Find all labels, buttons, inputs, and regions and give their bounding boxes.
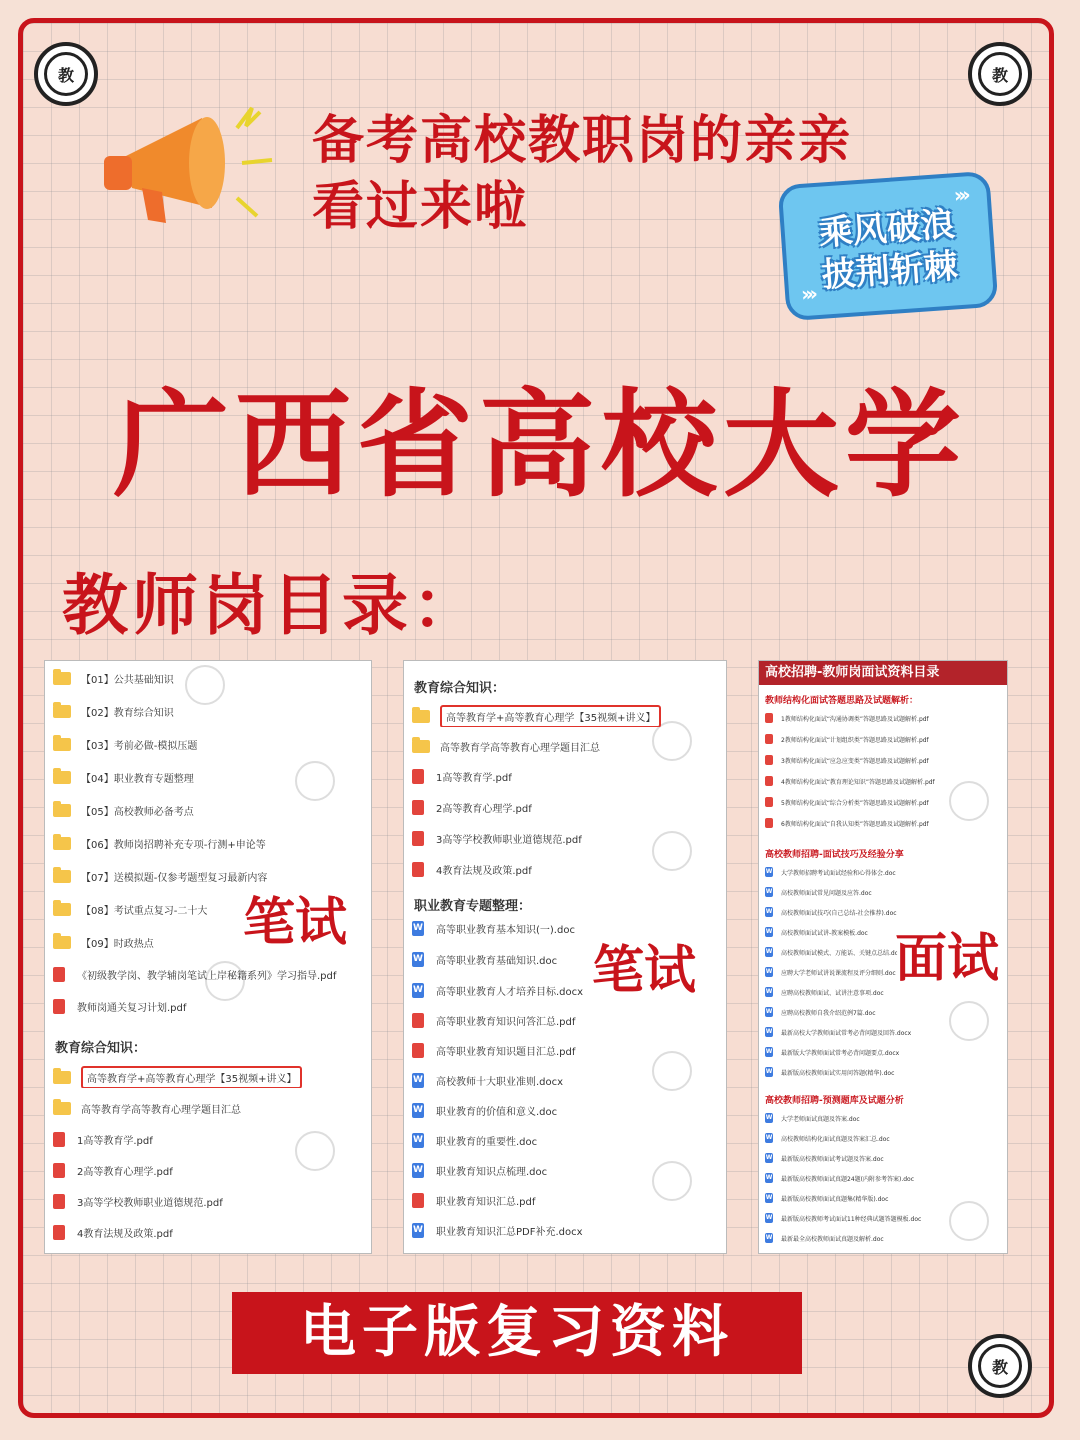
written-exam-stamp: 笔试 — [592, 941, 697, 1001]
word-item[interactable]: W 高等职业教育基本知识(一).doc — [413, 922, 575, 936]
pdf-item[interactable]: 5教师结构化面试“综合分析类”答题思路及试题解析.pdf — [765, 795, 1001, 809]
folder-item[interactable]: 高等教育学+高等教育心理学【35视频+讲义】 — [53, 1066, 365, 1088]
word-item[interactable]: W 最新版高校教师面试真题24题(内附参考答案).doc — [765, 1174, 915, 1183]
pdf-icon — [53, 1194, 65, 1209]
word-item[interactable]: W 高校教师面试模式、万能话、关键点总结.doc — [765, 948, 902, 957]
pdf-icon — [53, 1225, 65, 1240]
folder-item[interactable]: 【05】高校教师必备考点 — [53, 799, 365, 821]
pdf-item[interactable]: 高等职业教育知识问答汇总.pdf — [412, 1009, 720, 1031]
badge-line2: 披荆斩棘 — [820, 246, 959, 296]
pdf-item[interactable]: 3高等学校教师职业道德规范.pdf — [53, 1190, 365, 1212]
word-item[interactable]: W 大学教师招聘考试面试经验和心得体会.doc — [765, 868, 896, 877]
word-item[interactable]: W 高校教师十大职业准则.docx — [413, 1074, 564, 1088]
folder-item[interactable]: 【06】教师岗招聘补充专项-行测+申论等 — [53, 832, 365, 854]
pdf-item[interactable]: 6教师结构化面试“自我认知类”答题思路及试题解析.pdf — [765, 816, 1001, 830]
folder-item[interactable]: 高等教育学高等教育心理学题目汇总 — [53, 1097, 365, 1119]
arrows-icon: ››› — [800, 281, 815, 307]
folder-icon — [53, 672, 71, 685]
word-doc-icon: W — [412, 1103, 424, 1118]
folder-icon — [53, 870, 71, 883]
pdf-item[interactable]: 4教师结构化面试“教育理论知识”答题思路及试题解析.pdf — [765, 774, 1001, 788]
word-doc-icon: W — [765, 988, 773, 995]
word-doc-icon: W — [412, 921, 424, 936]
pdf-icon — [412, 862, 424, 877]
word-doc-icon: W — [765, 1174, 773, 1181]
folder-item[interactable]: 高等教育学高等教育心理学题目汇总 — [412, 735, 720, 757]
word-item[interactable]: W 最新版高校教师考试面试11种经典试题答题模板.doc — [765, 1214, 922, 1223]
pdf-icon — [765, 776, 773, 786]
pdf-item[interactable]: 4教育法规及政策.pdf — [412, 858, 720, 880]
pdf-icon — [765, 734, 773, 744]
section-heading: 教育综合知识： — [55, 1041, 147, 1056]
headline — [312, 108, 852, 240]
folder-icon — [53, 1102, 71, 1115]
word-item[interactable]: W 最新版大学教师面试常考必背问题要点.docx — [765, 1048, 900, 1057]
section-heading: 高校教师招聘-面试技巧及经验分享 — [765, 850, 904, 860]
folder-icon — [412, 740, 430, 753]
pdf-icon — [412, 1043, 424, 1058]
word-item[interactable]: W 职业教育的价值和意义.doc — [413, 1104, 558, 1118]
word-item[interactable]: W 职业教育的重要性.doc — [413, 1134, 538, 1148]
pdf-icon — [412, 800, 424, 815]
arrows-icon: ››› — [953, 182, 968, 208]
pdf-item[interactable]: 2高等教育心理学.pdf — [412, 796, 720, 818]
folder-item[interactable]: 【07】送模拟题-仅参考题型复习最新内容 — [53, 865, 365, 887]
interview-stamp: 面试 — [895, 929, 1000, 989]
word-item[interactable]: W 最新版高校教师面试实用问答题(精华).doc — [765, 1068, 895, 1077]
badge-line1: 乘风破浪 — [817, 204, 957, 254]
word-doc-icon: W — [765, 1214, 773, 1221]
corner-seal-icon: 教 — [968, 42, 1032, 106]
headline-line1: 备考高校教职岗的亲亲 — [312, 111, 853, 171]
corner-seal-icon: 教 — [968, 1334, 1032, 1398]
pdf-icon — [765, 713, 773, 723]
pdf-item[interactable]: 《初级教学岗、教学辅岗笔试上岸秘籍系列》学习指导.pdf — [53, 963, 365, 985]
pdf-item[interactable]: 教师岗通关复习计划.pdf — [53, 995, 365, 1017]
word-doc-icon: W — [765, 1154, 773, 1161]
written-exam-stamp: 笔试 — [243, 893, 348, 953]
section-heading: 高校教师招聘-预测题库及试题分析 — [765, 1096, 904, 1106]
pdf-item[interactable]: 2高等教育心理学.pdf — [53, 1159, 365, 1181]
pdf-icon — [53, 1132, 65, 1147]
word-item[interactable]: W 大学老师面试真题及答案.doc — [765, 1114, 860, 1123]
pdf-icon — [53, 967, 65, 982]
headline-line2: 看过来啦 — [312, 177, 529, 237]
panel-title: 高校招聘-教师岗面试资料目录 — [759, 661, 1007, 685]
folder-item[interactable]: 【09】时政热点 — [53, 931, 365, 953]
pdf-icon — [412, 1013, 424, 1028]
word-item[interactable]: W 应聘高校教师自我介绍范例7篇.doc — [765, 1008, 876, 1017]
word-doc-icon: W — [765, 1048, 773, 1055]
folder-item[interactable]: 【04】职业教育专题整理 — [53, 766, 365, 788]
folder-icon — [53, 738, 71, 751]
megaphone-icon — [92, 88, 292, 238]
pdf-item[interactable]: 1教师结构化面试“沟通协调类”答题思路及试题解析.pdf — [765, 711, 1001, 725]
pdf-icon — [53, 1163, 65, 1178]
word-item[interactable]: W 职业教育知识点梳理.doc — [413, 1164, 548, 1178]
folder-item[interactable]: 【03】考前必做-模拟压题 — [53, 733, 365, 755]
pdf-item[interactable]: 3教师结构化面试“应急应变类”答题思路及试题解析.pdf — [765, 753, 1001, 767]
folder-icon — [53, 837, 71, 850]
word-item[interactable]: W 最新最全高校教师面试真题及解析.doc — [765, 1234, 884, 1243]
word-doc-icon: W — [412, 983, 424, 998]
word-doc-icon: W — [765, 968, 773, 975]
pdf-item[interactable]: 1高等教育学.pdf — [53, 1128, 365, 1150]
section-heading: 职业教育专题整理： — [414, 899, 532, 914]
folder-item[interactable]: 【02】教育综合知识 — [53, 700, 365, 722]
folder-icon — [53, 936, 71, 949]
word-doc-icon: W — [412, 1223, 424, 1238]
word-doc-icon: W — [765, 1114, 773, 1121]
word-doc-icon: W — [765, 928, 773, 935]
pdf-item[interactable]: 4教育法规及政策.pdf — [53, 1221, 365, 1243]
word-doc-icon: W — [412, 1163, 424, 1178]
corner-seal-icon: 教 — [34, 42, 98, 106]
word-doc-icon: W — [765, 1028, 773, 1035]
word-doc-icon: W — [765, 1234, 773, 1241]
pdf-item[interactable]: 高等职业教育知识题目汇总.pdf — [412, 1039, 720, 1061]
word-doc-icon: W — [765, 1068, 773, 1075]
word-doc-icon: W — [765, 948, 773, 955]
pdf-item[interactable]: 3高等学校教师职业道德规范.pdf — [412, 827, 720, 849]
interview-directory-panel — [758, 660, 1008, 1254]
word-item[interactable]: W 高校教师面试常见问题及应答.doc — [765, 888, 872, 897]
word-item[interactable]: W 应聘大学老师试讲说课流程及评分细则.doc — [765, 968, 896, 977]
word-doc-icon: W — [765, 908, 773, 915]
section-heading: 教育综合知识： — [414, 681, 506, 696]
section-heading: 教师结构化面试答题思路及试题解析： — [765, 696, 919, 706]
folder-item[interactable]: 【08】考试重点复习-二十大 — [53, 898, 365, 920]
folder-icon — [412, 710, 430, 723]
word-item[interactable]: W 最新高校大学教师面试常考必背问题及回答.docx — [765, 1028, 912, 1037]
pdf-icon — [412, 769, 424, 784]
folder-icon — [53, 1071, 71, 1084]
pdf-icon — [765, 755, 773, 765]
word-item[interactable]: W 应聘高校教师面试、试讲注意事项.doc — [765, 988, 884, 997]
word-doc-icon: W — [412, 1073, 424, 1088]
pdf-item[interactable]: 职业教育知识汇总.pdf — [412, 1189, 720, 1211]
word-doc-icon: W — [765, 888, 773, 895]
footer-banner: 电子版复习资料 — [232, 1292, 802, 1374]
folder-item[interactable]: 高等教育学+高等教育心理学【35视频+讲义】 — [412, 705, 720, 727]
slogan-badge — [778, 171, 999, 321]
pdf-item[interactable]: 2教师结构化面试“计划组织类”答题思路及试题解析.pdf — [765, 732, 1001, 746]
folder-icon — [53, 903, 71, 916]
main-title: 广西省高校大学 — [113, 378, 967, 513]
word-doc-icon: W — [765, 1134, 773, 1141]
word-item[interactable]: W 高等职业教育基础知识.doc — [413, 953, 558, 967]
pdf-icon — [765, 818, 773, 828]
written-exam-detail-panel — [403, 660, 727, 1254]
word-item[interactable]: W 最新版高校教师面试考试题及答案.doc — [765, 1154, 884, 1163]
folder-icon — [53, 705, 71, 718]
folder-icon — [53, 804, 71, 817]
word-item[interactable]: W 高校教师结构化面试真题及答案汇总.doc — [765, 1134, 890, 1143]
word-doc-icon: W — [412, 1133, 424, 1148]
word-item[interactable]: W 职业教育知识汇总PDF补充.docx — [413, 1224, 583, 1238]
folder-icon — [53, 771, 71, 784]
pdf-icon — [765, 797, 773, 807]
pdf-icon — [53, 999, 65, 1014]
word-item[interactable]: W 最新版高校教师面试真题集(精华版).doc — [765, 1194, 889, 1203]
word-item[interactable]: W 高等职业教育人才培养目标.docx — [413, 984, 584, 998]
folder-item[interactable]: 【01】公共基础知识 — [53, 667, 365, 689]
pdf-icon — [412, 1193, 424, 1208]
sub-title: 教师岗目录： — [62, 567, 482, 644]
word-doc-icon: W — [765, 1194, 773, 1201]
word-doc-icon: W — [765, 1008, 773, 1015]
written-exam-directory-panel — [44, 660, 372, 1254]
word-doc-icon: W — [412, 952, 424, 967]
pdf-icon — [412, 831, 424, 846]
word-item[interactable]: W 高校教师面试技巧(自己总结-社会推荐).doc — [765, 908, 897, 917]
word-item[interactable]: W 高校教师面试试讲-教案模板.doc — [765, 928, 868, 937]
pdf-item[interactable]: 1高等教育学.pdf — [412, 765, 720, 787]
word-doc-icon: W — [765, 868, 773, 875]
